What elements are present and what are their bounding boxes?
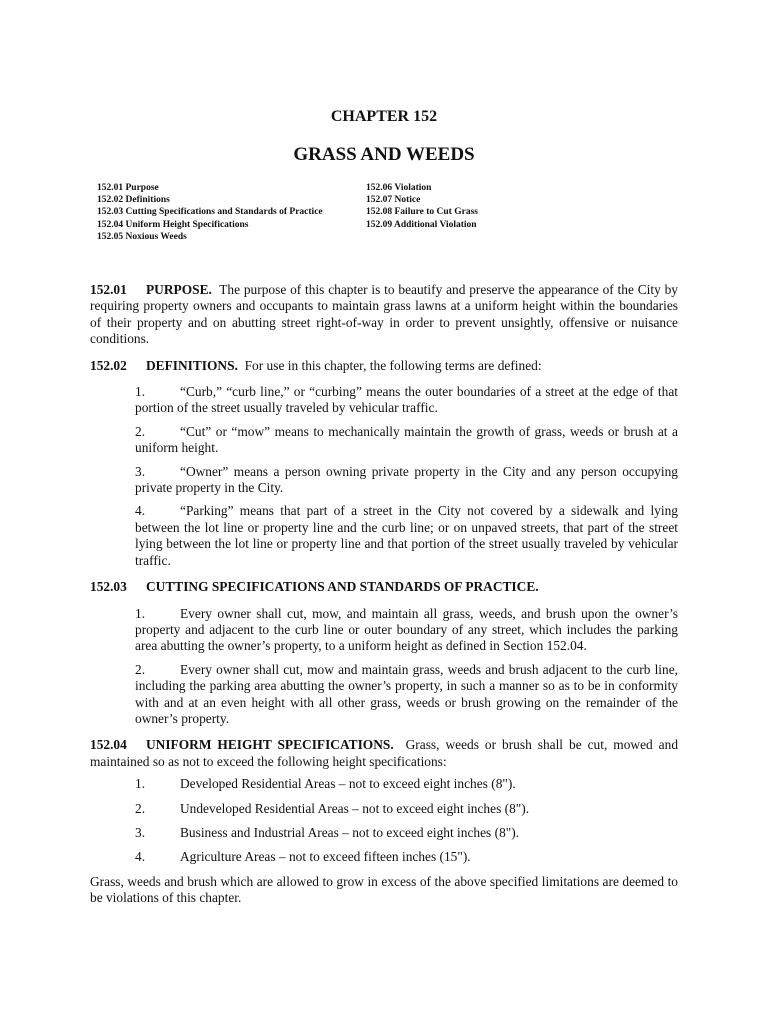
- toc-item: 152.08 Failure to Cut Grass: [366, 207, 478, 218]
- toc-right-column: [366, 182, 478, 231]
- document-body: [90, 282, 678, 907]
- section-definitions: [90, 358, 678, 374]
- height-item: 2. Undeveloped Residential Areas – not to exceed eight inches (8").: [135, 800, 530, 816]
- section-height-specs: [90, 737, 678, 770]
- section-heading: DEFINITIONS.: [146, 357, 238, 373]
- definition-item: 1. “Curb,” “curb line,” or “curbing” means the outer boundaries of a street at the edge of that portion of the street usually traveled by vehicular traffic.: [135, 384, 678, 416]
- toc-item: 152.03 Cutting Specifications and Standards of Practice: [97, 207, 323, 218]
- section-purpose: [90, 282, 678, 348]
- chapter-title: GRASS AND WEEDS: [293, 144, 475, 165]
- toc-item: 152.06 Violation: [366, 183, 432, 193]
- section-number: 152.03: [90, 579, 127, 595]
- section-text: The purpose of this chapter is to beautify and preserve the appearance of the City by requiring property owners and occupants to maintain grass lawns at a uniform height within the boundaries of their property and on abutting street right-of-way in order to prevent unsightly, offensive or nuisance conditions.: [90, 282, 678, 347]
- spec-item: 2. Every owner shall cut, mow and maintain grass, weeds and brush adjacent to the curb line, including the parking area abutting the owner’s property, in such a manner so as to be in conformity with and at an even height with all other grass, weeds or brush growing on the remainder of the owner’s property.: [135, 661, 678, 726]
- toc-item: 152.05 Noxious Weeds: [97, 231, 187, 242]
- section-heading: CUTTING SPECIFICATIONS AND STANDARDS OF PRACTICE.: [146, 579, 539, 595]
- section-heading: PURPOSE.: [146, 282, 212, 297]
- toc-left-column: [97, 182, 323, 243]
- definition-item: 3. “Owner” means a person owning private property in the City and any person occupying private property in the City.: [135, 463, 678, 496]
- height-item: 4. Agriculture Areas – not to exceed fifteen inches (15").: [135, 849, 471, 865]
- section-number: 152.01: [90, 282, 127, 297]
- closing-paragraph: Grass, weeds and brush which are allowed to grow in excess of the above specified limitations are deemed to be violations of this chapter.: [90, 873, 678, 906]
- toc-item: 152.04 Uniform Height Specifications: [97, 219, 249, 230]
- section-cutting-specs: [90, 579, 678, 595]
- spec-item: 1. Every owner shall cut, mow, and maintain all grass, weeds, and brush upon the owner’s property and adjacent to the curb line or outer boundary of any street, which includes the parking area abutting the owner’s property, to a uniform height as defined in Section 152.04.: [135, 605, 678, 654]
- toc-item: 152.09 Additional Violation: [366, 219, 477, 230]
- section-text: Grass, weeds or brush shall be cut, mowed and maintained so as not to exceed the following height specifications:: [90, 737, 679, 769]
- section-number: 152.02: [90, 357, 127, 373]
- section-heading: UNIFORM HEIGHT SPECIFICATIONS.: [146, 737, 394, 753]
- height-item: 3. Business and Industrial Areas – not to exceed eight inches (8").: [135, 824, 520, 840]
- section-text: For use in this chapter, the following terms are defined:: [244, 357, 542, 373]
- toc-item: 152.07 Notice: [366, 195, 421, 206]
- height-item: 1. Developed Residential Areas – not to exceed eight inches (8").: [135, 776, 516, 792]
- chapter-number: CHAPTER 152: [330, 108, 438, 125]
- toc-item: 152.01 Purpose: [97, 183, 159, 193]
- definition-item: 2. “Cut” or “mow” means to mechanically maintain the growth of grass, weeds or brush at a uniform height.: [135, 423, 678, 456]
- section-number: 152.04: [90, 737, 127, 753]
- toc-item: 152.02 Definitions: [97, 195, 170, 206]
- definition-item: 4. “Parking” means that part of a street in the City not covered by a sidewalk and lying between the lot line or property line and the curb line; or on unpaved streets, that part of the street lying between the lot line or property line and that portion of the street usually traveled by vehicular traffic.: [135, 503, 678, 568]
